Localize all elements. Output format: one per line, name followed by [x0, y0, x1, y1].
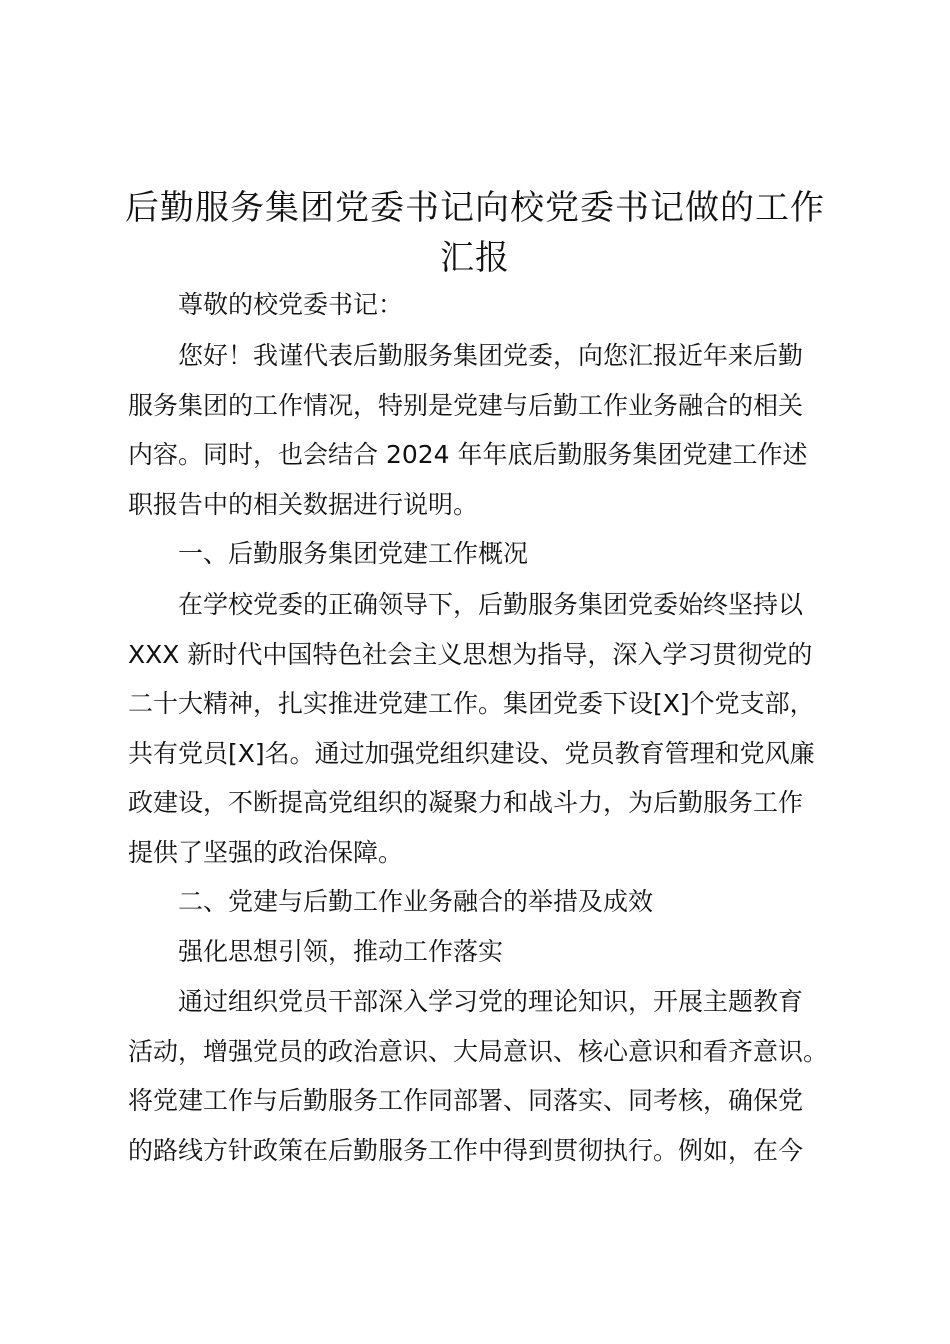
paragraph-line: 提供了坚强的政治保障。 — [128, 838, 404, 867]
paragraph-line: 活动，增强党员的政治意识、大局意识、核心意识和看齐意识。 — [128, 1037, 829, 1066]
paragraph-line: 的路线方针政策在后勤服务工作中得到贯彻执行。例如，在今 — [128, 1136, 804, 1165]
paragraph-line: 职报告中的相关数据进行说明。 — [128, 490, 479, 519]
document-title-line-2: 汇报 — [440, 238, 510, 278]
subsection-heading: 强化思想引领，推动工作落实 — [178, 937, 504, 966]
paragraph-line: 内容。同时，也会结合 2024 年年底后勤服务集团党建工作述 — [128, 440, 808, 469]
paragraph-line: 您好！我谨代表后勤服务集团党委，向您汇报近年来后勤 — [178, 341, 804, 370]
document-title-line-1: 后勤服务集团党委书记向校党委书记做的工作 — [125, 188, 825, 228]
paragraph-line: XXX 新时代中国特色社会主义思想为指导，深入学习贯彻党的 — [128, 640, 813, 669]
section-heading-1: 一、后勤服务集团党建工作概况 — [178, 539, 529, 568]
paragraph-line: 政建设，不断提高党组织的凝聚力和战斗力，为后勤服务工作 — [128, 788, 804, 817]
paragraph-line: 二十大精神，扎实推进党建工作。集团党委下设[X]个党支部， — [128, 689, 815, 718]
paragraph-line: 共有党员[X]名。通过加强党组织建设、党员教育管理和党风廉 — [128, 739, 815, 768]
paragraph-line: 通过组织党员干部深入学习党的理论知识，开展主题教育 — [178, 987, 804, 1016]
section-heading-2: 二、党建与后勤工作业务融合的举措及成效 — [178, 887, 654, 916]
paragraph-line: 在学校党委的正确领导下，后勤服务集团党委始终坚持以 — [178, 590, 804, 619]
paragraph-line: 服务集团的工作情况，特别是党建与后勤工作业务融合的相关 — [128, 391, 804, 420]
salutation: 尊敬的校党委书记： — [178, 290, 404, 319]
paragraph-line: 将党建工作与后勤服务工作同部署、同落实、同考核，确保党 — [128, 1086, 804, 1115]
